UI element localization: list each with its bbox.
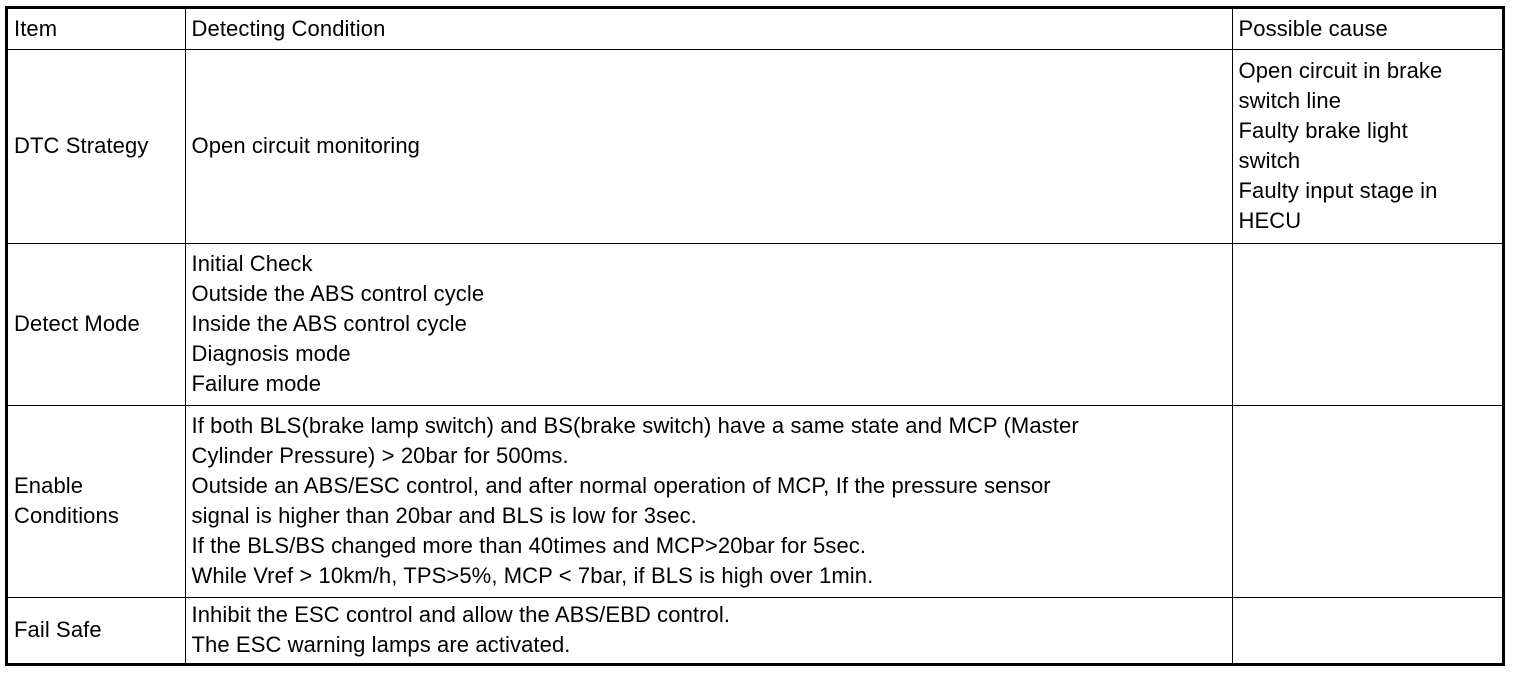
header-possible-cause: Possible cause — [1232, 9, 1502, 49]
cause-line: Faulty input stage in — [1238, 178, 1438, 203]
condition-line: While Vref > 10km/h, TPS>5%, MCP < 7bar, if BLS is high over 1min. — [191, 563, 874, 588]
cause-line: Open circuit in brake — [1238, 58, 1443, 83]
cause-line: switch — [1238, 148, 1301, 173]
condition-line: Failure mode — [191, 371, 322, 396]
item-fail-safe: Fail Safe — [8, 597, 185, 663]
possible-cause-cell — [1232, 597, 1502, 663]
table-row — [8, 49, 1502, 243]
item-line: Conditions — [14, 503, 119, 528]
condition-line: If the BLS/BS changed more than 40times and MCP>20bar for 5sec. — [191, 533, 867, 558]
condition-line: Cylinder Pressure) > 20bar for 500ms. — [191, 443, 569, 468]
condition-line: Initial Check — [191, 251, 313, 276]
diagnostic-table-frame — [5, 6, 1505, 666]
table-row — [8, 243, 1502, 405]
diagnostic-table — [8, 9, 1502, 663]
table-row — [8, 597, 1502, 663]
cause-line: HECU — [1238, 208, 1302, 233]
condition-line: signal is higher than 20bar and BLS is low for 3sec. — [191, 503, 697, 528]
cause-line: switch line — [1238, 88, 1342, 113]
possible-cause-cell — [1232, 405, 1502, 597]
condition-line: If both BLS(brake lamp switch) and BS(brake switch) have a same state and MCP (Master — [191, 413, 1079, 438]
header-item: Item — [8, 9, 185, 49]
table-header-row — [8, 9, 1502, 49]
condition-line: Outside an ABS/ESC control, and after normal operation of MCP, If the pressure sensor — [191, 473, 1051, 498]
condition-line: The ESC warning lamps are activated. — [191, 632, 571, 658]
item-dtc-strategy: DTC Strategy — [8, 49, 185, 243]
condition-cell — [185, 243, 1232, 405]
condition-cell — [185, 597, 1232, 663]
condition-cell — [185, 405, 1232, 597]
condition-line: Inside the ABS control cycle — [191, 311, 468, 336]
possible-cause-cell — [1232, 243, 1502, 405]
table-row — [8, 405, 1502, 597]
condition-line: Open circuit monitoring — [191, 133, 421, 158]
condition-cell — [185, 49, 1232, 243]
condition-line: Inhibit the ESC control and allow the ABS/EBD control. — [191, 602, 731, 628]
header-detecting-condition: Detecting Condition — [185, 9, 1232, 49]
possible-cause-cell — [1232, 49, 1502, 243]
item-line: Enable — [14, 473, 84, 498]
cause-line: Faulty brake light — [1238, 118, 1408, 143]
item-enable-conditions — [8, 405, 185, 597]
condition-line: Diagnosis mode — [191, 341, 351, 366]
condition-line: Outside the ABS control cycle — [191, 281, 485, 306]
item-detect-mode: Detect Mode — [8, 243, 185, 405]
